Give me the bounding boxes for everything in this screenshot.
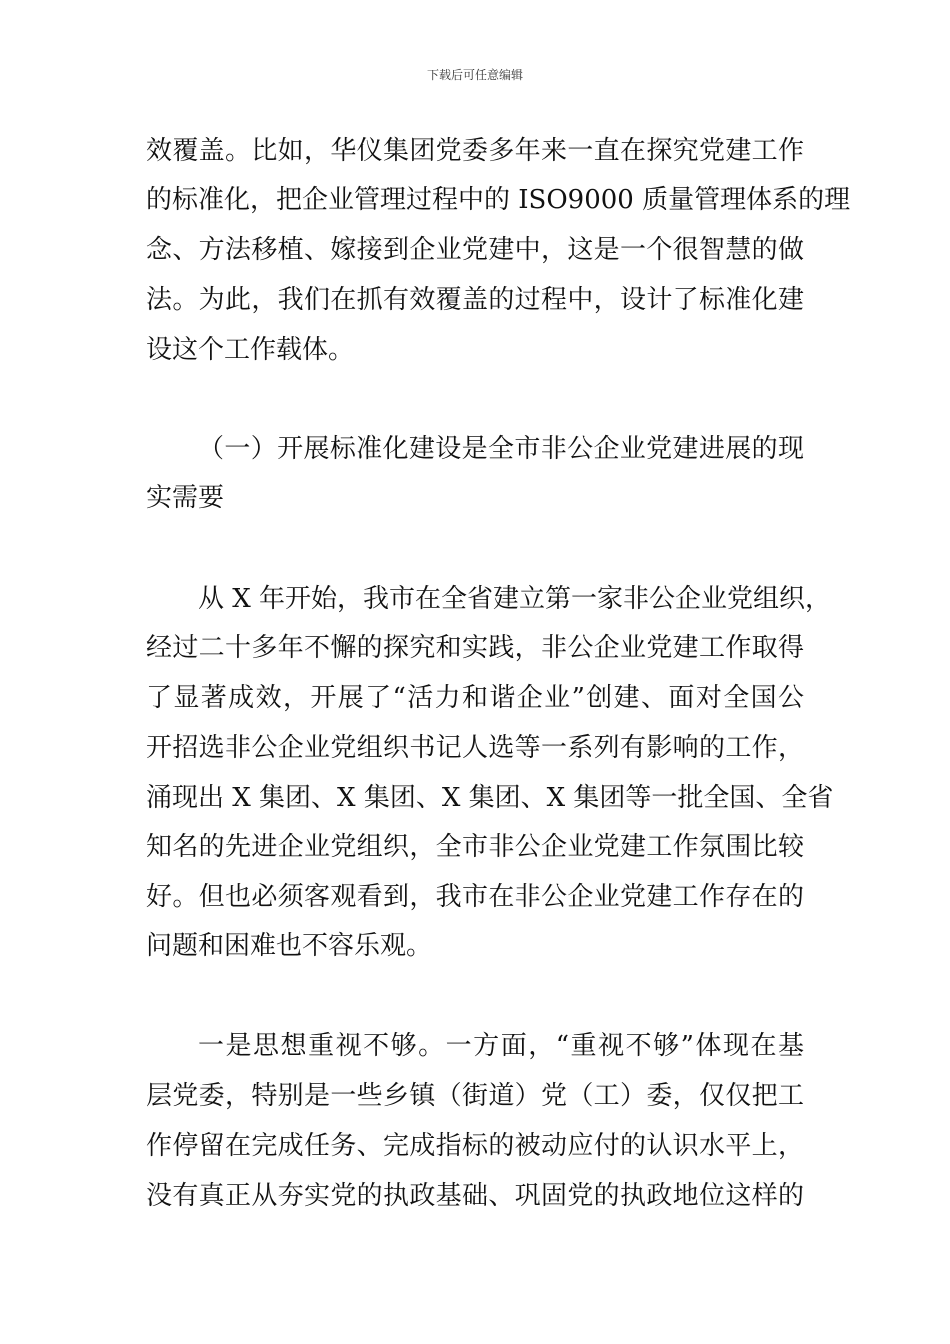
paragraph-line: 法。为此，我们在抓有效覆盖的过程中，设计了标准化建 bbox=[146, 285, 804, 315]
paragraph-line: 了显著成效，开展了“活力和谐企业”创建、面对全国公 bbox=[146, 683, 804, 713]
paragraph-line: 开招选非公企业党组织书记人选等一系列有影响的工作， bbox=[146, 733, 804, 763]
paragraph-line: 念、方法移植、嫁接到企业党建中，这是一个很智慧的做 bbox=[146, 235, 804, 265]
paragraph-line: 层党委，特别是一些乡镇（街道）党（工）委，仅仅把工 bbox=[146, 1081, 804, 1111]
paragraph-line: 效覆盖。比如，华仪集团党委多年来一直在探究党建工作 bbox=[146, 136, 804, 166]
paragraph-line: 一是思想重视不够。一方面，“重视不够”体现在基 bbox=[198, 1031, 804, 1061]
paragraph-line: 设这个工作载体。 bbox=[146, 335, 355, 365]
paragraph-line: 的标准化，把企业管理过程中的 ISO9000 质量管理体系的理 bbox=[146, 185, 851, 215]
heading-line: （一）开展标准化建设是全市非公企业党建进展的现 bbox=[198, 434, 804, 464]
paragraph-line: 好。但也必须客观看到，我市在非公企业党建工作存在的 bbox=[146, 882, 804, 912]
paragraph-line: 问题和困难也不容乐观。 bbox=[146, 931, 433, 961]
paragraph-line: 知名的先进企业党组织，全市非公企业党建工作氛围比较 bbox=[146, 832, 804, 862]
paragraph-line: 没有真正从夯实党的执政基础、巩固党的执政地位这样的 bbox=[146, 1181, 804, 1211]
heading-line: 实需要 bbox=[146, 483, 225, 513]
paragraph-line: 作停留在完成任务、完成指标的被动应付的认识水平上， bbox=[146, 1131, 804, 1161]
paragraph-line: 涌现出 X 集团、X 集团、X 集团、X 集团等一批全国、全省 bbox=[146, 783, 834, 813]
page-header: 下载后可任意编辑 bbox=[426, 68, 523, 82]
paragraph-line: 从 X 年开始，我市在全省建立第一家非公企业党组织， bbox=[198, 584, 832, 614]
paragraph-line: 经过二十多年不懈的探究和实践，非公企业党建工作取得 bbox=[146, 633, 804, 663]
